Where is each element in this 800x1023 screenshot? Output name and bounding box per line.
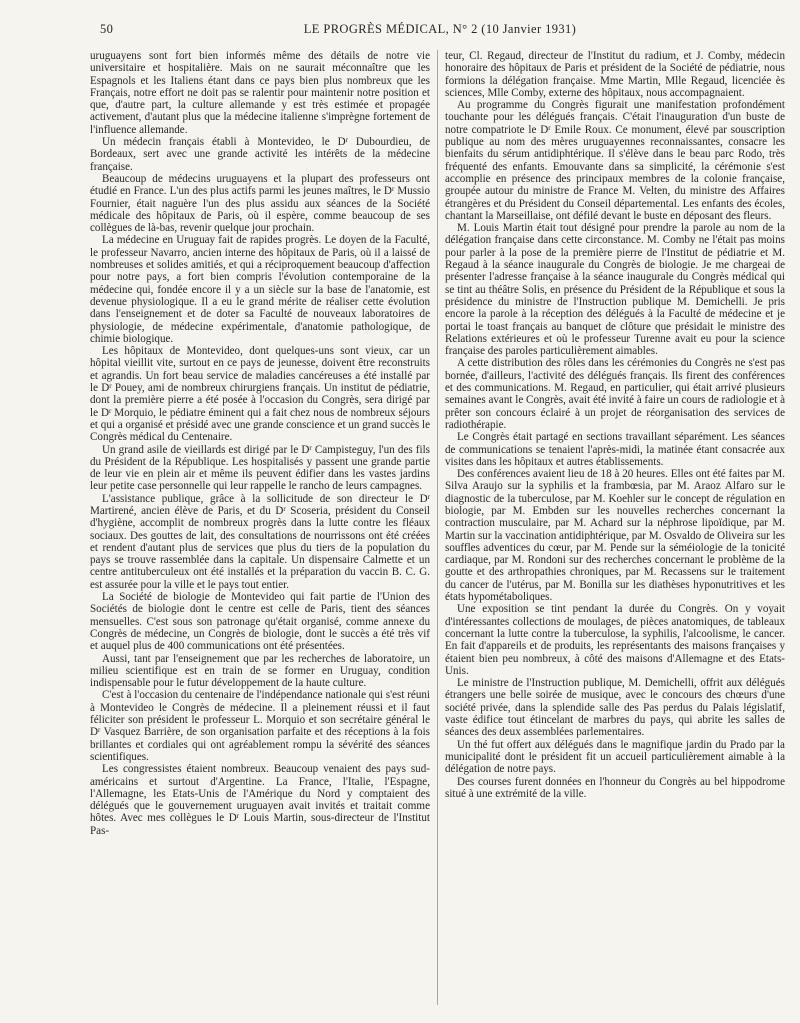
- paragraph: Des courses furent données en l'honneur du Congrès au bel hippodrome situé à une extrémité de la ville.: [445, 775, 785, 800]
- paragraph: uruguayens sont fort bien informés même des détails de notre vie universitaire et hospitalière. Mais on ne saurait méconnaître que les Espagnols et les Italiens étant dans ce pays bien plus nombreux que les Français, notre effort ne doit pas se ralentir pour maintenir notre position et que, d'autre part, la culture allemande y est très estimée et propagée activement, d'autant plus que la médecine italienne s'imprègne fortement de l'influence allemande.: [90, 50, 430, 136]
- paragraph: Un médecin français établi à Montevideo, le $D^r$ Dubourdieu, de Bordeaux, sert avec une grande activité les intérêts de la médecine française.: [90, 136, 430, 173]
- paragraph: teur, Cl. Regaud, directeur de l'Institut du radium, et J. Comby, médecin honoraire des hôpitaux de Paris et président de la Société de pédiatrie, nous formions la délégation française. Mme Martin, Mlle Regaud, licenciée ès sciences, Mlle Comby, externe des hôpitaux, nous accompagnaient.: [445, 50, 785, 99]
- right-column: [445, 50, 785, 1012]
- paragraph: Le Congrès était partagé en sections travaillant séparément. Les séances de communications se tenaient l'après-midi, la matinée étant consacrée aux visites dans les hôpitaux et autres établissements.: [445, 431, 785, 468]
- paragraph: Les hôpitaux de Montevideo, dont quelques-uns sont vieux, car un hôpital vieillit vite, surtout en ce pays de jeunesse, doivent être reconstruits et agrandis. Un fort beau service de maladies cancéreuses a été installé par le $D^r$ Pouey, ami de nombreux chirurgiens français. Un institut de pédiatrie, dont la première pierre a été posée à l'occasion du Congrès, sera dirigé par le $D^r$ Morquio, le pédiatre éminent qui a fait chez nous de nombreux séjours et qui a organisé et présidé avec une grande conscience et un grand succès le Congrès médical du Centenaire.: [90, 345, 430, 444]
- paragraph: M. Louis Martin était tout désigné pour prendre la parole au nom de la délégation française dans cette circonstance. M. Comby ne l'était pas moins pour parler à la pose de la première pierre de l'Institut de pédiatrie et M. Regaud à la séance inaugurale du Congrès de biologie. Je me chargeai de présenter l'adresse française à la séance inaugurale du Congrès médical qui se tint au théâtre Solis, en présence du Président de la République et sous la présidence du ministre de l'Instruction publique M. Demichelli. Je pris encore la parole à la réception des délégués à la Faculté de médecine et je portai le toast français au banquet de clôture que présidait le ministre des Relations extérieures et où le professeur Turenne avait eu pour la science française des paroles particulièrement aimables.: [445, 222, 785, 358]
- paragraph: Le ministre de l'Instruction publique, M. Demichelli, offrit aux délégués étrangers une belle soirée de musique, avec le concours des chœurs d'une société privée, dans la splendide salle des Pas perdus du Palais législatif, vaste édifice tout étincelant de marbres du pays, qui abrite les salles de séances des deux assemblées parlementaires.: [445, 677, 785, 739]
- running-header: [100, 22, 780, 42]
- paragraph: L'assistance publique, grâce à la sollicitude de son directeur le $D^r$ Martirené, ancien élève de Paris, et du $D^r$ Scoseria, président du Conseil d'hygiène, accomplit de nombreux progrès dans la lutte contre les fléaux sociaux. Des gouttes de lait, des consultations de nourrissons ont été créées et rendent d'autant plus de services que plus du tiers de la population du pays se trouve rassemblée dans la capitale. Un dispensaire Calmette et un centre antituberculeux ont été installés et la préparation du vaccin B. C. G. est assurée pour la ville et le pays tout entier.: [90, 492, 430, 591]
- column-divider: [437, 50, 438, 1005]
- paragraph: Aussi, tant par l'enseignement que par les recherches de laboratoire, un milieu scientifique est en train de se former en Uruguay, condition indispensable pour le futur développement de la haute culture.: [90, 652, 430, 690]
- page-number: 50: [100, 22, 114, 36]
- paragraph: Les congressistes étaient nombreux. Beaucoup venaient des pays sud-américains et surtout d'Argentine. La France, l'Italie, l'Espagne, l'Allemagne, les Etats-Unis de l'Amérique du Nord y comptaient des délégués que le gouvernement uruguayen avait invités et traitait comme hôtes. Avec mes collègues le $D^r$ Louis Martin, sous-directeur de l'Institut Pas-: [90, 763, 430, 837]
- paragraph: C'est à l'occasion du centenaire de l'indépendance nationale qui s'est réuni à Montevideo le Congrès de médecine. Il a pleinement réussi et il faut féliciter son président le professeur L. Morquio et son secrétaire général le $D^r$ Vasquez Barrière, de son organisation parfaite et des réceptions à la fois brillantes et cordiales qui ont agréablement rompu la sévérité des séances scientifiques.: [90, 689, 430, 763]
- paragraph: Une exposition se tint pendant la durée du Congrès. On y voyait d'intéressantes collections de moulages, de pièces anatomiques, de tableaux concernant la lutte contre la tuberculose, la syphilis, l'alcoolisme, le cancer. En fait d'appareils et de produits, les représentants des maisons françaises y étaient bien peu nombreux, à côté des maisons d'Allemagne et des Etats-Unis.: [445, 603, 785, 677]
- paragraph: Au programme du Congrès figurait une manifestation profondément touchante pour les délégués français. C'était l'inauguration d'un buste de notre compatriote le $D^r$ Emile Roux. Ce monument, élevé par souscription publique au nom des mères uruguayennes reconnaissantes, consacre les bienfaits du sérum antidiphtérique. Il s'élève dans le beau parc Rodo, très fréquenté des enfants. Emouvante dans sa simplicité, la cérémonie s'est accomplie en présence des principaux membres de la colonie française, groupée autour du ministre de France M. Velten, du ministre des Affaires étrangères et du Président du Conseil départemental. Les enfants des écoles, chantant la Marseillaise, ont défilé devant le buste en déposant des fleurs.: [445, 99, 785, 222]
- paragraph: Un grand asile de vieillards est dirigé par le $D^r$ Campisteguy, l'un des fils du Président de la République. Les hospitalisés y passent une grande partie de leur vie en plein air et même ils peuvent édifier dans les vastes jardins leur petite case personnelle qui leur rappelle le rancho de leurs campagnes.: [90, 443, 430, 493]
- paragraph: La médecine en Uruguay fait de rapides progrès. Le doyen de la Faculté, le professeur Navarro, ancien interne des hôpitaux de Paris, où il a laissé de nombreuses et solides amitiés, et qui a réciproquement beaucoup d'affection pour notre pays, a fort bien compris l'évolution contemporaine de la médecine qui, fondée encore il y a un siècle sur la base de l'anatomie, est devenue physiologique. Il a eu le grand mérite de réaliser cette évolution dans l'enseignement et de doter sa Faculté de nouveaux laboratoires de physiologie, de médecine expérimentale, d'anatomie pathologique, de chimie biologique.: [90, 234, 430, 345]
- paragraph: Un thé fut offert aux délégués dans le magnifique jardin du Prado par la municipalité dont le président fit un accueil particulièrement aimable à la délégation de notre pays.: [445, 738, 785, 776]
- paragraph: Des conférences avaient lieu de 18 à 20 heures. Elles ont été faites par M. Silva Araujo sur la syphilis et la frambœsia, par M. Araoz Alfaro sur le diagnostic de la tuberculose, par M. Koehler sur le concept de régulation en biologie, par M. Embden sur les nouvelles recherches concernant la contraction musculaire, par M. Achard sur la néphrose lipoïdique, par M. Martin sur la vaccination antidiphtérique, par M. Osvaldo de Oliveira sur les souffles adventices du cœur, par M. Pende sur la séméiologie de la tonicité cardiaque, par M. Rondoni sur des recherches concernant le problème de la goutte et des arthropathies chroniques, par M. Recassens sur le traitement du cancer de l'utérus, par M. Bonilla sur les diathèses hyponutritives et les états hypométaboliques.: [445, 468, 785, 604]
- running-title: LE PROGRÈS MÉDICAL, N° 2 (10 Janvier 1931): [303, 22, 577, 36]
- paragraph: Beaucoup de médecins uruguayens et la plupart des professeurs ont étudié en France. L'un des plus actifs parmi les jeunes maîtres, le $D^r$ Mussio Fournier, était naguère l'un des plus assidu aux séances de la Société médicale des hôpitaux de Paris, où il espère, comme beaucoup de ses collègues de là-bas, revenir quelque jour prochain.: [90, 172, 430, 235]
- paragraph: A cette distribution des rôles dans les cérémonies du Congrès ne s'est pas bornée, d'ailleurs, l'activité des délégués français. Ils firent des conférences et des communications. M. Regaud, en particulier, qui était arrivé plusieurs semaines avant le Congrès, avait été invité à faire un cours de radiologie et à prêter son concours éclairé à un projet de réorganisation des services de radiothérapie.: [445, 357, 785, 431]
- left-column: [90, 50, 430, 1012]
- paragraph: La Société de biologie de Montevideo qui fait partie de l'Union des Sociétés de biologie dont le centre est celle de Paris, tient des séances mensuelles. C'est sous son patronage qu'était organisé, comme annexe du Congrès de médecine, un Congrès de biologie, dont le succès a été très vif et auquel plus de 400 communications ont été présentées.: [90, 591, 430, 653]
